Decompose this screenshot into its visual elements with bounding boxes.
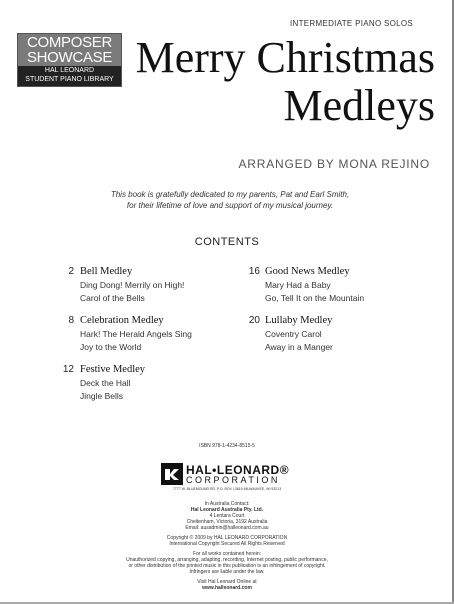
- entry-song: Joy to the World: [80, 342, 142, 352]
- contents-heading: CONTENTS: [194, 236, 260, 248]
- entry-page-number: 12: [62, 364, 74, 375]
- level-label: INTERMEDIATE PIANO SOLOS: [290, 19, 414, 28]
- entry-page-number: 20: [248, 315, 260, 326]
- entry-page-number: 16: [248, 266, 260, 277]
- entry-song: Mary Had a Baby: [265, 280, 331, 290]
- hal-leonard-logo-icon: [161, 463, 183, 485]
- contents-entry: [54, 364, 224, 404]
- copyright-secured: International Copyright Secured All Rights Reserved: [169, 541, 285, 547]
- entry-page-number: 8: [68, 315, 74, 326]
- dedication-line1: This book is gratefully dedicated to my parents, Pat and Earl Smith,: [110, 190, 350, 199]
- legal-intro: For all works contained herein:: [192, 551, 262, 557]
- entry-title: Celebration Medley: [80, 315, 164, 326]
- entry-page-number: 2: [68, 266, 74, 277]
- legal-text: or other distribution of the printed music in this publication is an infringement of copyright.: [128, 563, 326, 569]
- book-title-line1: Merry Christmas: [135, 33, 435, 82]
- australia-street: 4 Lentara Court: [209, 513, 245, 519]
- entry-title: Good News Medley: [265, 266, 350, 277]
- series-library: STUDENT PIANO LIBRARY: [25, 76, 114, 83]
- series-name-line1: COMPOSER: [26, 34, 113, 51]
- contents-entry: [240, 315, 435, 355]
- legal-text: Infringers are liable under the law.: [189, 569, 265, 575]
- entry-song: Carol of the Bells: [80, 293, 145, 303]
- series-name-line2: SHOWCASE: [26, 49, 113, 66]
- website-label: Visit Hal Leonard Online at: [197, 579, 257, 585]
- entry-song: Hark! The Herald Angels Sing: [80, 329, 192, 339]
- entry-song: Deck the Hall: [80, 378, 131, 388]
- entry-song: Jingle Bells: [80, 391, 123, 401]
- contents-entry: [54, 266, 224, 306]
- copyright-line: Copyright © 2009 by HAL LEONARD CORPORATION: [166, 535, 288, 541]
- australia-email: Email: ausadmin@halleonard.com.au: [185, 525, 269, 531]
- entry-title: Lullaby Medley: [265, 315, 333, 326]
- entry-song: Ding Dong! Merrily on High!: [80, 280, 185, 290]
- dedication-line2: for their lifetime of love and support of my musical journey.: [126, 201, 334, 210]
- entry-song: Away in a Manger: [265, 342, 333, 352]
- publisher-logo: [161, 463, 293, 493]
- series-publisher: HAL LEONARD: [44, 67, 95, 74]
- legal-text: Unauthorized copying, arranging, adapting, recording, Internet posting, public performance,: [126, 557, 328, 563]
- entry-song: Coventry Carol: [265, 329, 322, 339]
- contents-entry: [54, 315, 224, 355]
- publisher-name: HAL•LEONARD®: [186, 463, 290, 477]
- publisher-subtitle: CORPORATION: [186, 475, 280, 485]
- australia-city: Cheltenham, Victoria, 3192 Australia: [186, 519, 268, 525]
- book-title-line2: Medleys: [283, 81, 435, 130]
- website-url: www.halleonard.com: [202, 585, 252, 591]
- publisher-address: 7777 W. BLUEMOUND RD. P.O. BOX 13819 MILWAUKEE, WI 53213: [172, 487, 282, 491]
- entry-song: Go, Tell It on the Mountain: [265, 293, 365, 303]
- australia-company: Hal Leonard Australia Pty. Ltd.: [190, 507, 264, 513]
- dedication: [60, 189, 400, 211]
- entry-title: Bell Medley: [80, 266, 133, 277]
- isbn: ISBN 978-1-4234-8515-5: [199, 443, 255, 449]
- entry-title: Festive Medley: [80, 364, 146, 375]
- arranger-credit: ARRANGED BY MONA REJINO: [238, 157, 430, 171]
- australia-contact-label: In Australia Contact:: [204, 501, 250, 507]
- contents-entry: [240, 266, 435, 306]
- series-badge: [17, 33, 122, 87]
